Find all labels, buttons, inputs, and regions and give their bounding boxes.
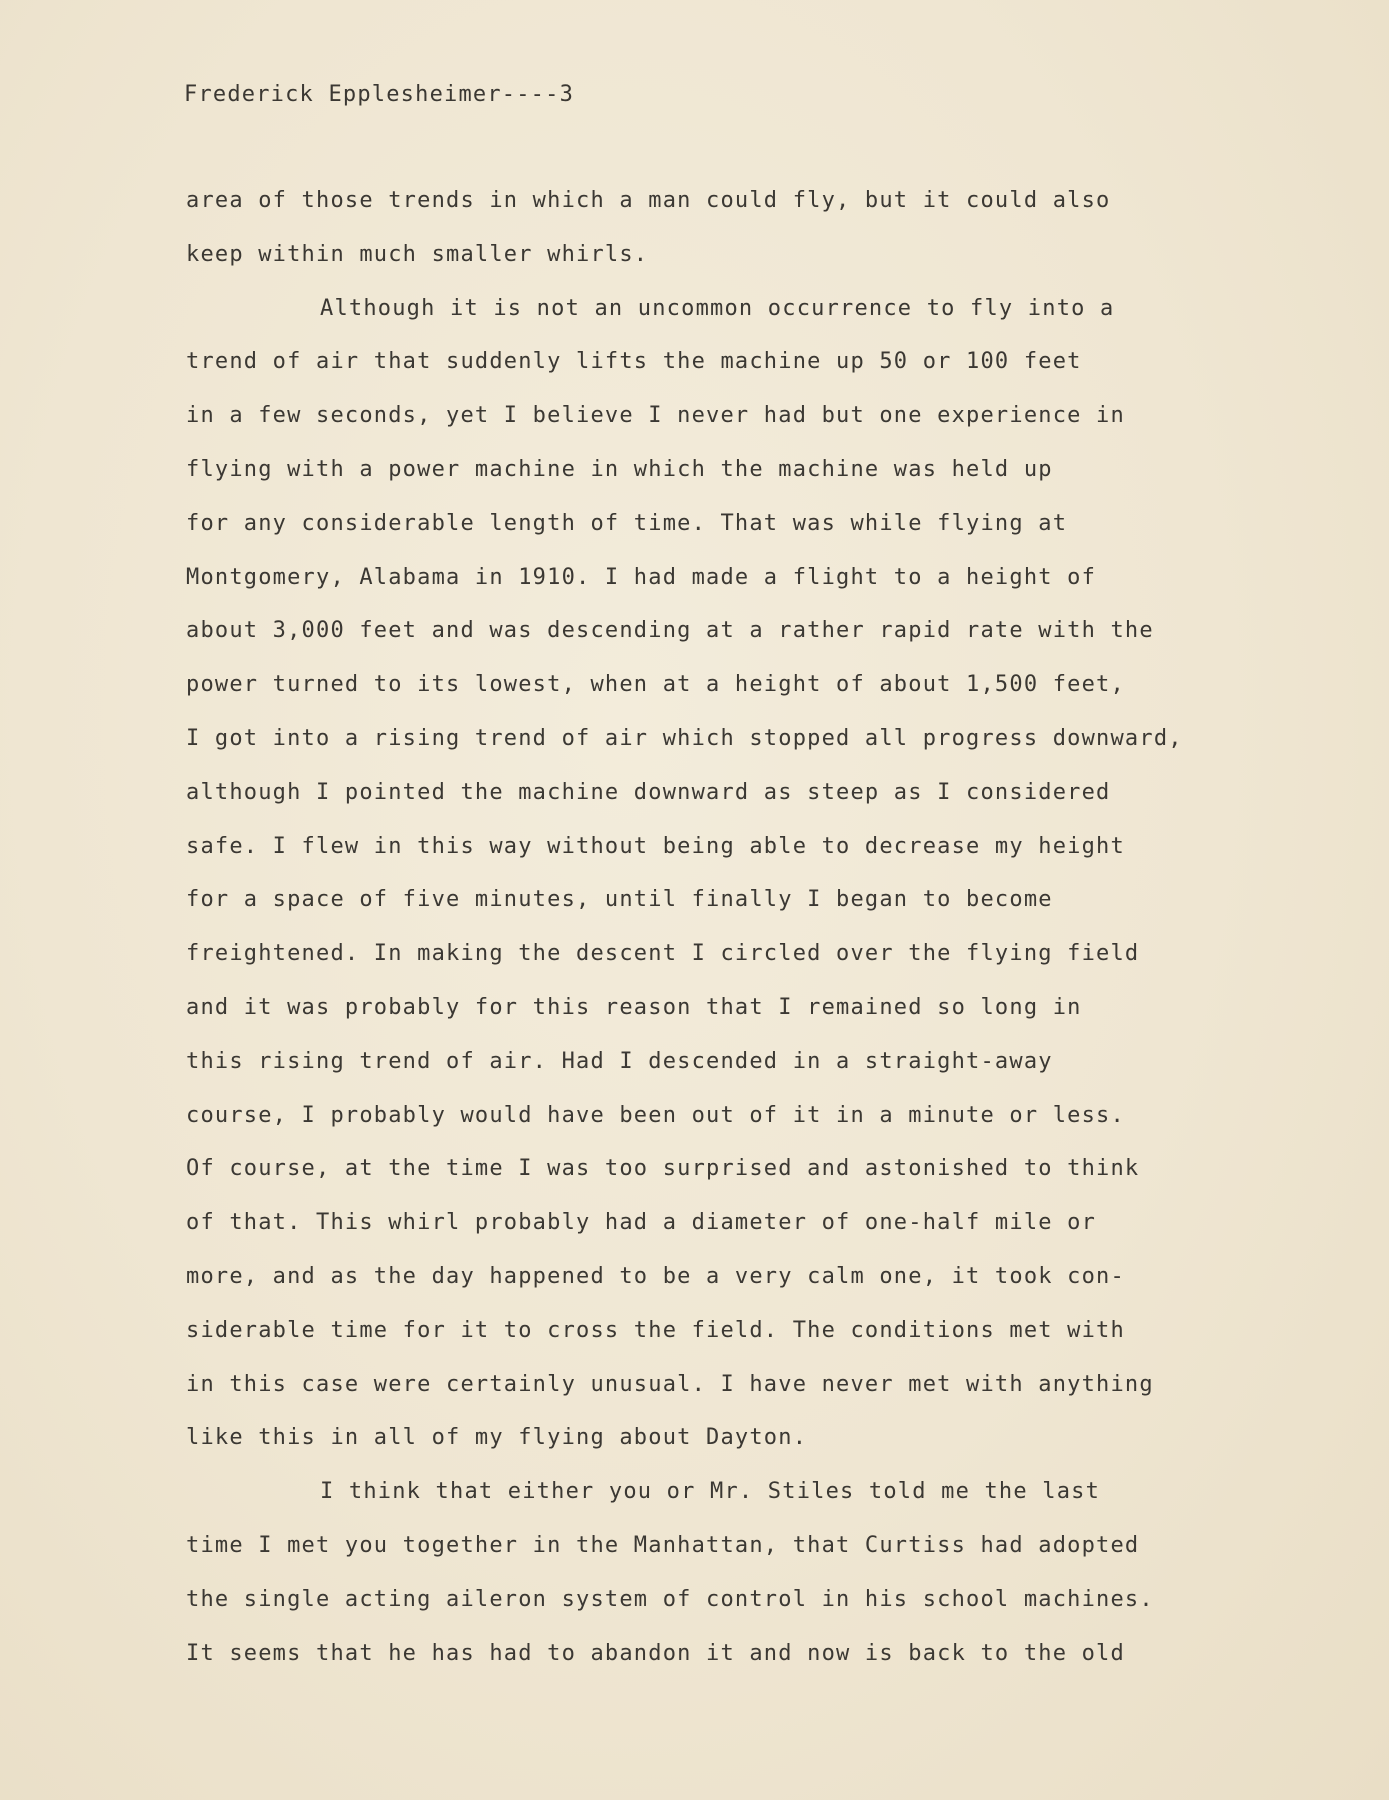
text-line: time I met you together in the Manhattan, that Curtiss had adopted	[186, 1532, 1140, 1558]
text-line: safe. I flew in this way without being able to decrease my height	[186, 833, 1125, 859]
text-line: this rising trend of air. Had I descended in a straight-away	[186, 1048, 1053, 1074]
text-line: for any considerable length of time. That was while flying at	[186, 510, 1068, 536]
text-line: Montgomery, Alabama in 1910. I had made a flight to a height of	[186, 564, 1097, 590]
text-line: the single acting aileron system of control in his school machines.	[186, 1586, 1154, 1612]
text-line: in a few seconds, yet I believe I never had but one experience in	[186, 403, 1125, 429]
text-line: Of course, at the time I was too surprised and astonished to think	[186, 1156, 1140, 1182]
letter-body	[186, 185, 1336, 1691]
text-line: siderable time for it to cross the field. The conditions met with	[186, 1317, 1125, 1343]
text-line: keep within much smaller whirls.	[186, 241, 649, 267]
text-line: trend of air that suddenly lifts the machine up 50 or 100 feet	[186, 349, 1082, 375]
text-line: like this in all of my flying about Dayton.	[186, 1425, 808, 1451]
page-header: Frederick Epplesheimer----3	[184, 82, 575, 107]
text-line: in this case were certainly unusual. I have never met with anything	[186, 1371, 1154, 1397]
text-line: Although it is not an uncommon occurrence to fly into a	[320, 295, 1115, 321]
text-line: I think that either you or Mr. Stiles told me the last	[320, 1479, 1101, 1505]
text-line: It seems that he has had to abandon it and now is back to the old	[186, 1640, 1125, 1666]
text-line: about 3,000 feet and was descending at a rather rapid rate with the	[186, 618, 1154, 644]
text-line: and it was probably for this reason that I remained so long in	[186, 994, 1082, 1020]
text-line: course, I probably would have been out of it in a minute or less.	[186, 1102, 1125, 1128]
text-line: area of those trends in which a man could fly, but it could also	[186, 188, 1111, 213]
text-line: freightened. In making the descent I circled over the flying field	[186, 941, 1140, 967]
text-line: more, and as the day happened to be a very calm one, it took con-	[186, 1263, 1125, 1289]
text-line: power turned to its lowest, when at a height of about 1,500 feet,	[186, 672, 1125, 698]
text-line: for a space of five minutes, until finally I began to become	[186, 887, 1053, 913]
text-line: I got into a rising trend of air which stopped all progress downward,	[186, 725, 1183, 751]
text-line: although I pointed the machine downward as steep as I considered	[186, 779, 1111, 805]
text-line: of that. This whirl probably had a diameter of one-half mile or	[186, 1210, 1097, 1236]
text-line: flying with a power machine in which the machine was held up	[186, 456, 1053, 482]
